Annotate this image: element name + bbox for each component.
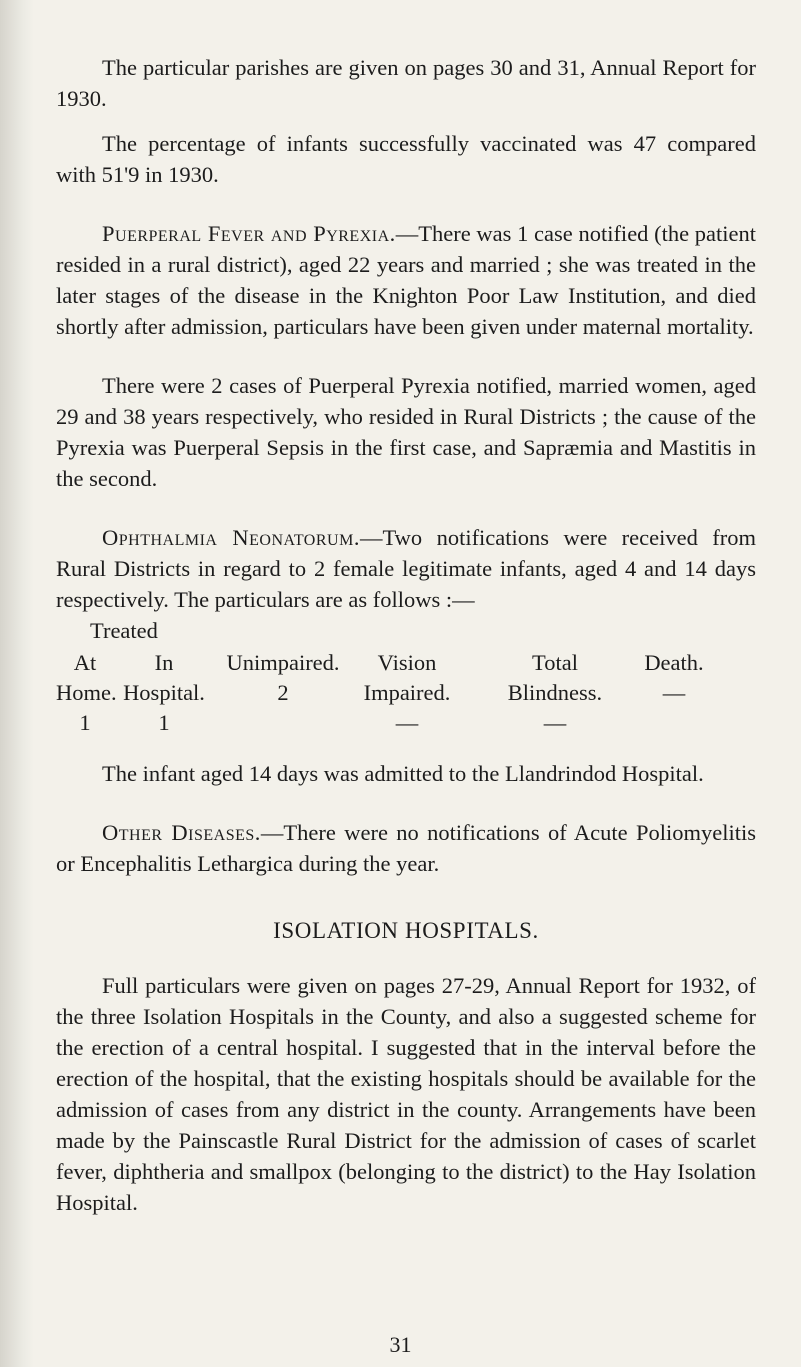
table-header-line1: At (73, 650, 97, 675)
table-header-line2: Death. (644, 650, 704, 675)
paragraph-other-text: —There were no notifications of Acute Poliomyelitis or Encephalitis Lethargica during the year. (56, 820, 756, 876)
table-cell: — (543, 710, 567, 735)
table-column-impaired (332, 648, 482, 738)
table-group-label: Treated (90, 618, 158, 643)
table-header-line1: Vision (377, 650, 437, 675)
paragraph-isolation: Full particulars were given on pages 27-29, Annual Report for 1932, of the three Isolation Hospitals in the County, and also a suggested scheme for the erection of a central hospital. I suggested that in the interval before the erection of the hospital, that the existing hospitals should be available for the admission of cases from any district in the county. Arrangements have been made by the Painscastle Rural District for the admission of cases of scarlet fever, diphtheria and smallpox (belonging to the district) to the Hay Isolation Hospital. (56, 973, 756, 1215)
table-cell: — (395, 710, 419, 735)
table-header-line1: Total (532, 650, 578, 675)
table-cell: 1 (79, 710, 91, 735)
table-cell: — (662, 680, 686, 705)
paragraph-parishes: The particular parishes are given on pages 30 and 31, Annual Report for 1930. (56, 55, 756, 111)
paragraph-puerperal-text: —There was 1 case notified (the patient resided in a rural district), aged 22 years and married ; she was treated in the later stages of the disease in the Knighton Poor Law Institution, and died shortly after admission, particulars have been given under maternal mortality. (56, 221, 757, 339)
section-heading-ophthalmia: Ophthalmia Neonatorum. (102, 525, 360, 550)
table-column-unimpaired (218, 648, 348, 708)
table-column-blindness (490, 648, 620, 738)
paragraph-ophthalmia-text: —Two notifications were received from Rural Districts in regard to 2 female legitimate infants, aged 4 and 14 days respectively. The particulars are as follows :— (56, 525, 757, 612)
paragraph-llandrindod: The infant aged 14 days was admitted to the Llandrindod Hospital. (102, 761, 704, 786)
ophthalmia-table (56, 648, 756, 744)
section-heading-other: Other Diseases. (102, 820, 261, 845)
document-page (56, 52, 756, 1218)
table-header-line1: In (154, 650, 174, 675)
table-column-death (628, 648, 720, 708)
paragraph-ophthalmia (56, 522, 756, 615)
table-cell: 2 (277, 680, 289, 705)
paragraph-puerperal-fever (56, 218, 756, 342)
table-header-line2: Hospital. (123, 680, 205, 705)
table-header-line2: Blindness. (507, 680, 603, 705)
table-header-line2: Home. (56, 680, 117, 705)
table-cell: 1 (158, 710, 170, 735)
section-heading-puerperal: Puerperal Fever and Pyrexia. (102, 221, 396, 246)
paragraph-vaccination: The percentage of infants successfully vaccinated was 47 compared with 51'9 in 1930. (56, 131, 756, 187)
page-edge-shadow (0, 0, 34, 1367)
table-header-line2: Unimpaired. (226, 650, 340, 675)
table-column-home (56, 648, 117, 738)
section-heading-isolation: ISOLATION HOSPITALS. (273, 918, 539, 943)
paragraph-puerperal-pyrexia: There were 2 cases of Puerperal Pyrexia notified, married women, aged 29 and 38 years respectively, who resided in Rural Districts ; the cause of the Pyrexia was Puerperal Sepsis in the first case, and Sapræmia and Mastitis in the second. (56, 373, 756, 491)
page-number: 31 (389, 1332, 412, 1357)
paragraph-other-diseases (56, 817, 756, 879)
table-header-line2: Impaired. (363, 680, 451, 705)
table-column-hospital (114, 648, 214, 738)
